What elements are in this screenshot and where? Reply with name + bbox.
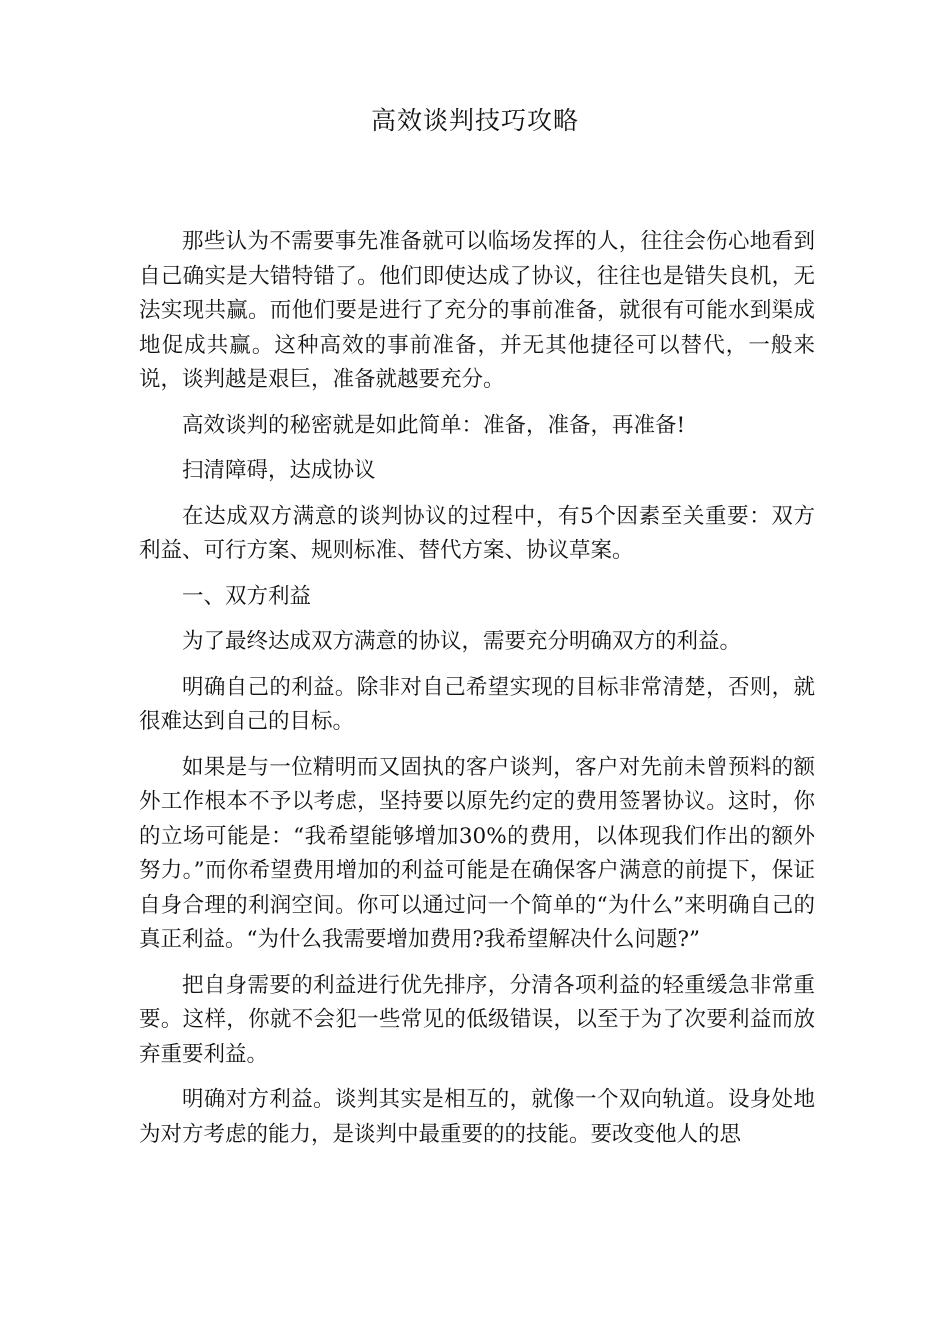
paragraph-2: 高效谈判的秘密就是如此简单：准备，准备，再准备! — [182, 412, 686, 438]
paragraph-4: 在达成双方满意的谈判协议的过程中，有5个因素至关重要：双方利益、可行方案、规则标准、替代方案、协议草案。 — [139, 503, 815, 563]
paragraph-9: 把自身需要的利益进行优先排序，分清各项利益的轻重缓急非常重要。这样，你就不会犯一些常见的低级错误，以至于为了次要利益而放弃重要利益。 — [139, 972, 815, 1067]
paragraph-6: 为了最终达成双方满意的协议，需要充分明确双方的利益。 — [182, 629, 742, 654]
paragraph-7: 明确自己的利益。除非对自己希望实现的目标非常清楚，否则，就很难达到自己的目标。 — [139, 674, 815, 734]
paragraph-10: 明确对方利益。谈判其实是相互的，就像一个双向轨道。设身处地为对方考虑的能力，是谈判中最重要的的技能。要改变他人的思 — [139, 1087, 815, 1147]
section-heading-mutual-interests: 一、双方利益 — [182, 583, 312, 609]
page-title: 高效谈判技巧攻略 — [370, 106, 579, 135]
paragraph-1: 那些认为不需要事先准备就可以临场发挥的人，往往会伤心地看到自己确实是大错特错了。他们即使达成了协议，往往也是错失良机，无法实现共赢。而他们要是进行了充分的事前准备，就很有可能水到渠成地促成共赢。这种高效的事前准备，并无其他捷径可以替代，一般来说，谈判越是艰巨，准备就越要充分。 — [139, 229, 815, 392]
section-heading-clear-obstacles: 扫清障碍，达成协议 — [182, 458, 376, 483]
document-body — [139, 225, 815, 1163]
paragraph-8: 如果是与一位精明而又固执的客户谈判，客户对先前未曾预料的额外工作根本不予以考虑，坚持要以原先约定的费用签署协议。这时，你的立场可能是：“我希望能够增加30%的费用，以体现我们作出的额外努力。”而你希望费用增加的利益可能是在确保客户满意的前提下，保证自身合理的利润空间。你可以通过问一个简单的“为什么”来明确自己的真正利益。“为什么我需要增加费用?我希望解决什么问题?” — [139, 754, 815, 952]
